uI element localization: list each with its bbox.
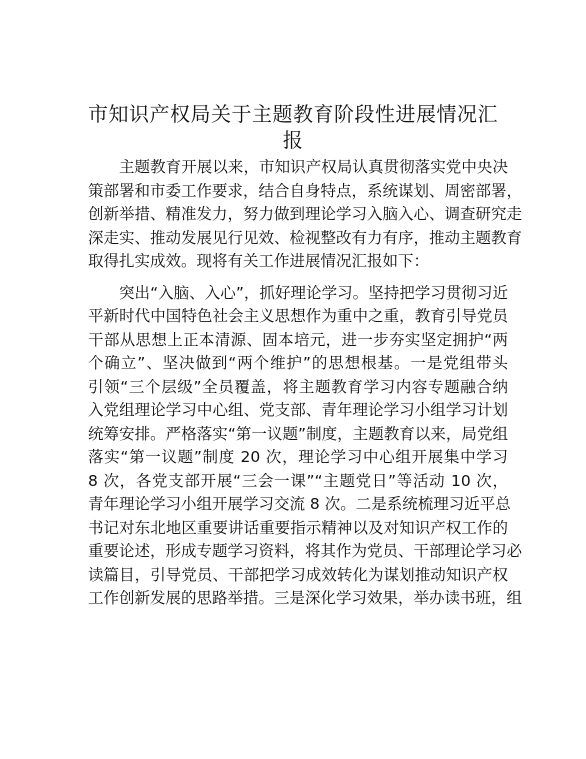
paragraph-line: 创新举措、精准发力，努力做到理论学习入脑入心、调查研究走 (88, 205, 523, 223)
paragraph-line: 个确立”、坚决做到“两个维护”的思想根基。一是党组带头 (88, 354, 508, 372)
title-line-1: 市知识产权局关于主题教育阶段性进展情况汇 (88, 102, 498, 126)
paragraph-line: 工作创新发展的思路举措。三是深化学习效果，举办读书班，组 (88, 589, 523, 607)
paragraph-line: 取得扎实成效。现将有关工作进展情况汇报如下： (88, 252, 430, 270)
paragraph-line: 主题教育开展以来，市知识产权局认真贯彻落实党中央决 (119, 158, 508, 176)
paragraph-theory-study (88, 282, 523, 611)
document-body (88, 156, 523, 611)
paragraph-line: 策部署和市委工作要求，结合自身特点，系统谋划、周密部署， (88, 181, 523, 200)
paragraph-line: 平新时代中国特色社会主义思想作为重中之重，教育引导党员 (88, 307, 508, 325)
paragraph-line: 入党组理论学习中心组、党支部、青年理论学习小组学习计划 (88, 401, 508, 419)
paragraph-line: 青年理论学习小组开展学习交流 8 次。二是系统梳理习近平总 (88, 495, 511, 513)
paragraph-line: 深走实、推动发展见行见效、检视整改有力有序，推动主题教育 (88, 228, 523, 247)
title-line-2: 报 (282, 128, 304, 152)
paragraph-line: 干部从思想上正本清源、固本培元，进一步夯实坚定拥护“两 (88, 330, 508, 349)
paragraph-line: 读篇目，引导党员、干部把学习成效转化为谋划推动知识产权 (88, 565, 508, 584)
paragraph-line: 引领“三个层级”全员覆盖，将主题教育学习内容专题融合纳 (88, 377, 508, 396)
paragraph-line: 书记对东北地区重要讲话重要指示精神以及对知识产权工作的 (88, 518, 508, 537)
paragraph-line: 落实“第一议题”制度 20 次，理论学习中心组开展集中学习 (88, 448, 508, 466)
paragraph-line: 突出“入脑、入心”，抓好理论学习。坚持把学习贯彻习近 (119, 283, 508, 302)
paragraph-line: 重要论述，形成专题学习资料，将其作为党员、干部理论学习必 (88, 542, 523, 560)
paragraph-intro (88, 156, 523, 274)
document-title (80, 101, 506, 153)
paragraph-line: 统筹安排。严格落实“第一议题”制度，主题教育以来，局党组 (88, 424, 508, 443)
paragraph-line: 8 次，各党支部开展“三会一课”“主题党日”等活动 10 次， (88, 471, 508, 490)
